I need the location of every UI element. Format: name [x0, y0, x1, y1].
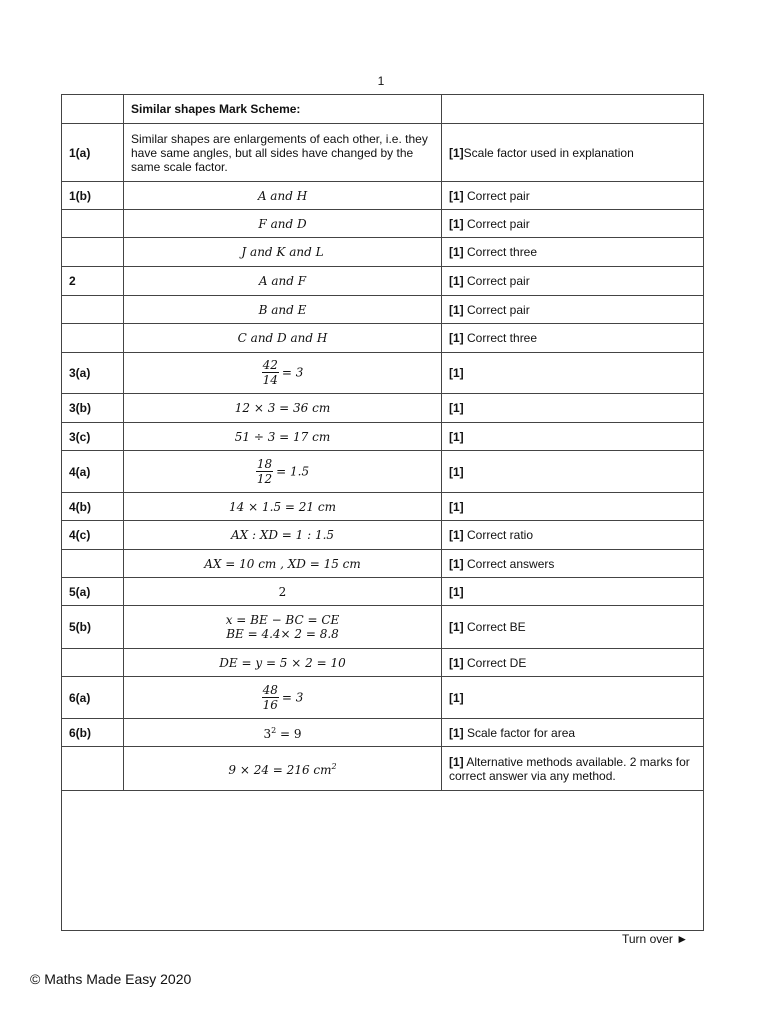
mark-cell	[442, 451, 704, 493]
mark-value: [1]	[449, 245, 464, 259]
mark-note: Correct three	[463, 331, 538, 345]
mark-note: Correct pair	[463, 274, 530, 288]
mark-cell	[442, 267, 704, 296]
answer-cell	[124, 353, 442, 394]
mark-scheme-table	[61, 94, 704, 931]
question-number: 1(b)	[62, 182, 124, 210]
table-row	[62, 747, 704, 791]
question-number	[62, 649, 124, 677]
mark-cell	[442, 578, 704, 606]
mark-value: [1]	[449, 274, 464, 288]
power-exponent: 2	[271, 726, 277, 735]
denominator: 12	[256, 471, 273, 486]
question-number: 2	[62, 267, 124, 296]
mark-value: [1]	[449, 655, 464, 670]
mark-value: [1]	[449, 556, 464, 571]
answer-cell: A and F	[124, 267, 442, 296]
question-number: 1(a)	[62, 124, 124, 182]
question-number: 6(a)	[62, 677, 124, 719]
answer-cell: C and D and H	[124, 324, 442, 353]
mark-cell	[442, 521, 704, 550]
mark-value: [1]	[449, 331, 464, 345]
mark-cell	[442, 719, 704, 747]
mark-cell	[442, 649, 704, 677]
table-row	[62, 210, 704, 238]
question-number: 6(b)	[62, 719, 124, 747]
table-row	[62, 394, 704, 423]
mark-value: [1]	[449, 620, 464, 634]
question-number: 3(b)	[62, 394, 124, 423]
mark-cell	[442, 606, 704, 649]
question-number: 5(a)	[62, 578, 124, 606]
table-row	[62, 493, 704, 521]
question-number: 5(b)	[62, 606, 124, 649]
answer-cell	[124, 451, 442, 493]
table-row	[62, 649, 704, 677]
table-title: Similar shapes Mark Scheme:	[124, 95, 442, 124]
fraction	[262, 684, 279, 712]
mark-note: Scale factor used in explanation	[463, 145, 634, 160]
mark-value: [1]	[449, 584, 464, 599]
mark-cell	[442, 124, 704, 182]
mark-value: [1]	[449, 725, 464, 740]
answer-rest: = 1.5	[276, 464, 310, 478]
answer-cell	[124, 606, 442, 649]
page-number: 1	[377, 74, 385, 88]
question-number	[62, 296, 124, 324]
mark-cell	[442, 677, 704, 719]
table-row	[62, 182, 704, 210]
mark-cell	[442, 238, 704, 267]
mark-cell	[442, 324, 704, 353]
mark-value: [1]	[449, 401, 464, 415]
answer-cell: F and D	[124, 210, 442, 238]
mark-value: [1]	[449, 188, 464, 203]
answer-rest: = 9	[276, 727, 302, 741]
mark-cell	[442, 493, 704, 521]
denominator: 14	[262, 373, 278, 387]
mark-note: Correct pair	[463, 188, 530, 203]
denominator: 16	[262, 697, 278, 712]
question-number	[62, 238, 124, 267]
mark-value: [1]	[449, 302, 464, 317]
mark-cell	[442, 423, 704, 451]
mark-note: Alternative methods available. 2 marks for correct answer via any method.	[449, 754, 690, 783]
answer-cell: 51 ÷ 3 = 17 cm	[124, 423, 442, 451]
mark-value: [1]	[449, 690, 464, 705]
power-base: 3	[263, 727, 272, 741]
question-number: 4(c)	[62, 521, 124, 550]
answer-cell	[124, 719, 442, 747]
mark-cell	[442, 747, 704, 791]
table-row	[62, 578, 704, 606]
mark-cell	[442, 95, 704, 124]
mark-cell	[442, 210, 704, 238]
question-number	[62, 210, 124, 238]
mark-cell	[442, 296, 704, 324]
numerator: 42	[262, 358, 278, 372]
fraction	[262, 359, 279, 387]
table-row	[62, 521, 704, 550]
answer-cell: B and E	[124, 296, 442, 324]
table-row	[62, 267, 704, 296]
answer-cell: 2	[124, 578, 442, 606]
answer-line: x = BE − BC = CE	[225, 613, 340, 627]
answer-line: BE = 4.4× 2 = 8.8	[226, 627, 339, 641]
mark-value: [1]	[449, 366, 464, 380]
mark-note: Correct answers	[463, 556, 555, 571]
mark-value: [1]	[449, 216, 464, 231]
answer-cell: 14 × 1.5 = 21 cm	[124, 493, 442, 521]
question-cell	[62, 95, 124, 124]
table-row	[62, 353, 704, 394]
answer-cell: AX = 10 cm , XD = 15 cm	[124, 550, 442, 578]
copyright-footer: © Maths Made Easy 2020	[30, 971, 192, 987]
mark-cell	[442, 550, 704, 578]
question-number: 4(a)	[62, 451, 124, 493]
question-number: 3(a)	[62, 353, 124, 394]
question-number	[62, 747, 124, 791]
mark-value: [1]	[449, 754, 464, 769]
mark-cell	[442, 353, 704, 394]
table-row	[62, 451, 704, 493]
table-row	[62, 296, 704, 324]
answer-rest: = 3	[281, 365, 304, 380]
table-row	[62, 95, 704, 124]
numerator: 48	[262, 682, 278, 697]
mark-value: [1]	[449, 464, 464, 479]
answer-cell	[124, 677, 442, 719]
table-row	[62, 606, 704, 649]
table-row	[62, 719, 704, 747]
answer-cell: 12 × 3 = 36 cm	[124, 394, 442, 423]
blank-area	[62, 791, 704, 931]
table-row	[62, 677, 704, 719]
question-number: 4(b)	[62, 493, 124, 521]
table-row	[62, 423, 704, 451]
question-number: 3(c)	[62, 423, 124, 451]
answer-cell: A and H	[124, 182, 442, 210]
answer-text: Similar shapes are enlargements of each other, i.e. they have same angles, but all sides have changed by the same scale factor.	[124, 124, 442, 182]
question-number	[62, 324, 124, 353]
table-row	[62, 124, 704, 182]
answer-cell: DE = y = 5 × 2 = 10	[124, 649, 442, 677]
turn-over-label: Turn over ►	[622, 932, 689, 946]
answer-cell	[124, 747, 442, 791]
blank-cell	[62, 791, 704, 931]
mark-value: [1]	[449, 429, 464, 444]
mark-note: Correct DE	[463, 655, 527, 670]
mark-note: Correct pair	[463, 216, 530, 231]
mark-value: [1]	[449, 499, 464, 514]
table-row	[62, 324, 704, 353]
mark-note: Correct BE	[463, 620, 526, 634]
mark-value: [1]	[449, 145, 464, 160]
fraction	[256, 458, 273, 486]
answer-cell: AX : XD = 1 : 1.5	[124, 521, 442, 550]
answer-cell: J and K and L	[124, 238, 442, 267]
answer-text: 9 × 24 = 216 cm	[228, 763, 332, 777]
numerator: 18	[256, 456, 273, 471]
mark-value: [1]	[449, 528, 464, 542]
mark-cell	[442, 182, 704, 210]
unit-exponent: 2	[331, 762, 337, 771]
table-row	[62, 550, 704, 578]
mark-note: Correct ratio	[463, 528, 534, 542]
table-row	[62, 238, 704, 267]
mark-note: Scale factor for area	[463, 725, 576, 740]
answer-rest: = 3	[281, 690, 304, 704]
mark-cell	[442, 394, 704, 423]
mark-note: Correct three	[463, 245, 538, 259]
mark-note: Correct pair	[463, 302, 530, 317]
question-number	[62, 550, 124, 578]
